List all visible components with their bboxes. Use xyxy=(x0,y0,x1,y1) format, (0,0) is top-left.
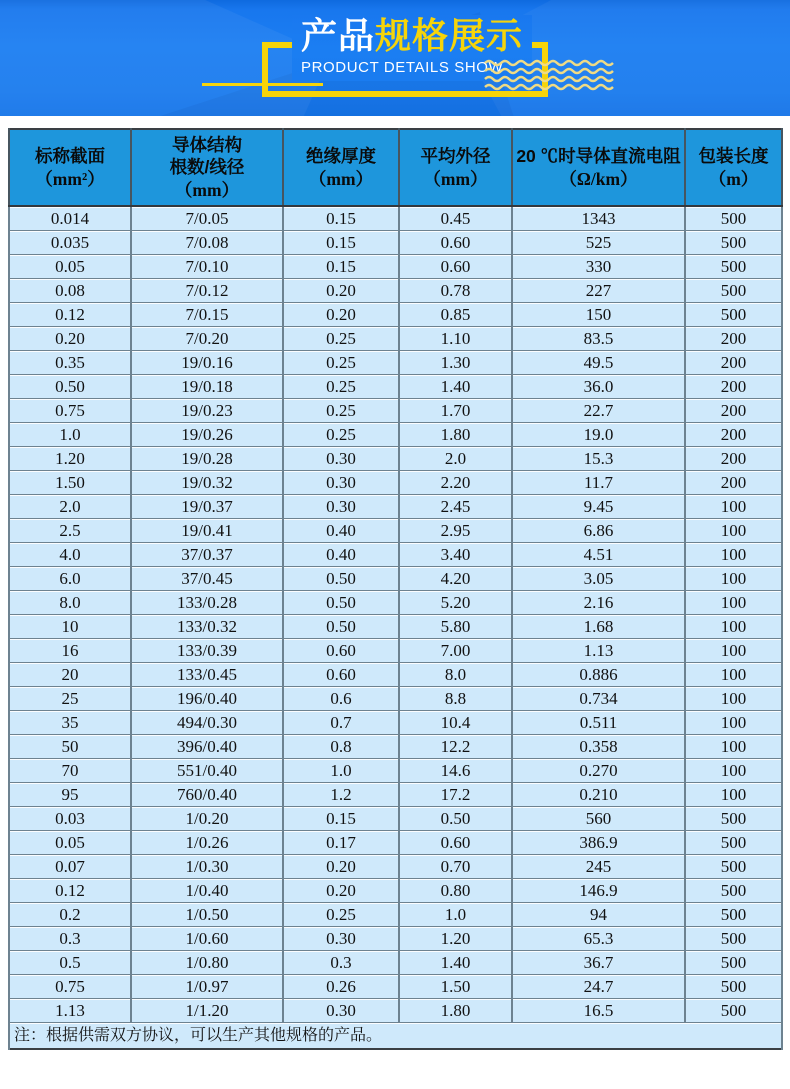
table-row xyxy=(9,447,782,471)
table-cell: 0.12 xyxy=(9,303,131,327)
table-cell: 0.25 xyxy=(283,375,399,399)
table-cell: 0.270 xyxy=(512,759,685,783)
table-row xyxy=(9,351,782,375)
table-cell: 0.3 xyxy=(9,927,131,951)
table-cell: 1/0.40 xyxy=(131,879,283,903)
table-row xyxy=(9,495,782,519)
table-cell: 200 xyxy=(685,327,782,351)
table-cell: 19/0.28 xyxy=(131,447,283,471)
table-cell: 22.7 xyxy=(512,399,685,423)
table-cell: 5.80 xyxy=(399,615,512,639)
table-cell: 1.20 xyxy=(399,927,512,951)
table-row xyxy=(9,591,782,615)
table-row xyxy=(9,855,782,879)
table-row xyxy=(9,423,782,447)
table-cell: 7/0.08 xyxy=(131,231,283,255)
table-cell: 227 xyxy=(512,279,685,303)
table-cell: 0.210 xyxy=(512,783,685,807)
table-cell: 0.40 xyxy=(283,519,399,543)
table-cell: 0.30 xyxy=(283,999,399,1023)
table-row xyxy=(9,231,782,255)
table-cell: 1.0 xyxy=(283,759,399,783)
table-cell: 1.70 xyxy=(399,399,512,423)
table-cell: 0.20 xyxy=(283,279,399,303)
table-cell: 0.45 xyxy=(399,206,512,231)
table-cell: 200 xyxy=(685,351,782,375)
table-cell: 2.20 xyxy=(399,471,512,495)
table-cell: 100 xyxy=(685,567,782,591)
table-row xyxy=(9,951,782,975)
table-cell: 83.5 xyxy=(512,327,685,351)
table-cell: 7/0.20 xyxy=(131,327,283,351)
table-cell: 0.50 xyxy=(283,567,399,591)
table-cell: 0.20 xyxy=(283,303,399,327)
table-cell: 330 xyxy=(512,255,685,279)
table-cell: 25 xyxy=(9,687,131,711)
table-cell: 9.45 xyxy=(512,495,685,519)
table-row xyxy=(9,663,782,687)
table-cell: 100 xyxy=(685,639,782,663)
table-cell: 0.25 xyxy=(283,903,399,927)
table-cell: 0.35 xyxy=(9,351,131,375)
table-row xyxy=(9,711,782,735)
table-row xyxy=(9,975,782,999)
table-cell: 1.30 xyxy=(399,351,512,375)
table-cell: 7/0.10 xyxy=(131,255,283,279)
table-cell: 70 xyxy=(9,759,131,783)
table-cell: 19/0.16 xyxy=(131,351,283,375)
table-cell: 133/0.32 xyxy=(131,615,283,639)
table-cell: 2.0 xyxy=(9,495,131,519)
table-cell: 0.358 xyxy=(512,735,685,759)
table-cell: 19/0.32 xyxy=(131,471,283,495)
table-cell: 0.75 xyxy=(9,399,131,423)
table-row xyxy=(9,327,782,351)
table-cell: 0.60 xyxy=(399,231,512,255)
table-cell: 0.12 xyxy=(9,879,131,903)
table-cell: 100 xyxy=(685,711,782,735)
table-cell: 4.20 xyxy=(399,567,512,591)
table-cell: 100 xyxy=(685,591,782,615)
table-row xyxy=(9,543,782,567)
table-cell: 0.60 xyxy=(283,639,399,663)
table-cell: 0.50 xyxy=(399,807,512,831)
page-title-primary: 产品 xyxy=(301,15,376,56)
table-cell: 1/0.26 xyxy=(131,831,283,855)
table-row xyxy=(9,615,782,639)
table-cell: 19/0.18 xyxy=(131,375,283,399)
table-cell: 1.80 xyxy=(399,423,512,447)
table-cell: 19/0.26 xyxy=(131,423,283,447)
table-cell: 7/0.05 xyxy=(131,206,283,231)
table-row xyxy=(9,927,782,951)
table-row xyxy=(9,303,782,327)
table-cell: 0.60 xyxy=(399,255,512,279)
table-row xyxy=(9,399,782,423)
table-row xyxy=(9,471,782,495)
table-cell: 500 xyxy=(685,903,782,927)
table-cell: 1/0.50 xyxy=(131,903,283,927)
table-cell: 19/0.23 xyxy=(131,399,283,423)
spec-table xyxy=(8,128,783,1050)
wavy-lines-icon xyxy=(483,59,619,93)
table-cell: 133/0.45 xyxy=(131,663,283,687)
table-cell: 500 xyxy=(685,975,782,999)
table-cell: 396/0.40 xyxy=(131,735,283,759)
table-cell: 0.15 xyxy=(283,206,399,231)
table-cell: 1.80 xyxy=(399,999,512,1023)
table-cell: 3.05 xyxy=(512,567,685,591)
table-cell: 7/0.15 xyxy=(131,303,283,327)
table-cell: 100 xyxy=(685,543,782,567)
table-cell: 65.3 xyxy=(512,927,685,951)
table-cell: 200 xyxy=(685,423,782,447)
table-cell: 196/0.40 xyxy=(131,687,283,711)
table-cell: 1.10 xyxy=(399,327,512,351)
table-cell: 1/1.20 xyxy=(131,999,283,1023)
table-cell: 19.0 xyxy=(512,423,685,447)
table-cell: 2.16 xyxy=(512,591,685,615)
table-cell: 551/0.40 xyxy=(131,759,283,783)
page-title xyxy=(301,17,523,56)
table-cell: 1.0 xyxy=(9,423,131,447)
table-cell: 200 xyxy=(685,471,782,495)
table-cell: 100 xyxy=(685,495,782,519)
table-row xyxy=(9,279,782,303)
table-cell: 0.035 xyxy=(9,231,131,255)
table-cell: 0.5 xyxy=(9,951,131,975)
table-cell: 15.3 xyxy=(512,447,685,471)
table-row xyxy=(9,687,782,711)
table-cell: 0.50 xyxy=(9,375,131,399)
spec-table-container xyxy=(8,128,790,1050)
table-cell: 5.20 xyxy=(399,591,512,615)
table-cell: 1.50 xyxy=(9,471,131,495)
table-row xyxy=(9,639,782,663)
table-cell: 0.2 xyxy=(9,903,131,927)
table-cell: 37/0.45 xyxy=(131,567,283,591)
table-cell: 1/0.30 xyxy=(131,855,283,879)
column-header: 平均外径 （mm） xyxy=(399,129,512,206)
table-cell: 8.0 xyxy=(9,591,131,615)
table-cell: 14.6 xyxy=(399,759,512,783)
table-cell: 0.8 xyxy=(283,735,399,759)
table-cell: 100 xyxy=(685,735,782,759)
table-cell: 10 xyxy=(9,615,131,639)
table-cell: 0.15 xyxy=(283,231,399,255)
table-cell: 500 xyxy=(685,807,782,831)
table-cell: 35 xyxy=(9,711,131,735)
table-cell: 500 xyxy=(685,951,782,975)
table-row xyxy=(9,206,782,231)
table-cell: 133/0.28 xyxy=(131,591,283,615)
table-cell: 6.0 xyxy=(9,567,131,591)
table-cell: 0.75 xyxy=(9,975,131,999)
table-cell: 12.2 xyxy=(399,735,512,759)
table-cell: 1/0.97 xyxy=(131,975,283,999)
table-cell: 3.40 xyxy=(399,543,512,567)
table-cell: 1/0.20 xyxy=(131,807,283,831)
table-cell: 0.60 xyxy=(283,663,399,687)
table-row xyxy=(9,519,782,543)
table-cell: 100 xyxy=(685,663,782,687)
table-cell: 100 xyxy=(685,783,782,807)
table-row xyxy=(9,807,782,831)
table-cell: 2.0 xyxy=(399,447,512,471)
table-cell: 0.30 xyxy=(283,447,399,471)
table-cell: 19/0.41 xyxy=(131,519,283,543)
table-cell: 17.2 xyxy=(399,783,512,807)
column-header: 标称截面 （mm²） xyxy=(9,129,131,206)
table-cell: 1.20 xyxy=(9,447,131,471)
table-cell: 1/0.80 xyxy=(131,951,283,975)
table-cell: 0.30 xyxy=(283,927,399,951)
column-header: 导体结构 根数/线径 （mm） xyxy=(131,129,283,206)
table-cell: 133/0.39 xyxy=(131,639,283,663)
table-cell: 4.0 xyxy=(9,543,131,567)
table-cell: 0.26 xyxy=(283,975,399,999)
table-cell: 2.45 xyxy=(399,495,512,519)
table-cell: 386.9 xyxy=(512,831,685,855)
table-cell: 0.511 xyxy=(512,711,685,735)
table-cell: 0.60 xyxy=(399,831,512,855)
column-header: 20 ℃时导体直流电阻 （Ω/km） xyxy=(512,129,685,206)
table-cell: 100 xyxy=(685,687,782,711)
table-row xyxy=(9,567,782,591)
table-row xyxy=(9,375,782,399)
table-cell: 0.08 xyxy=(9,279,131,303)
table-cell: 500 xyxy=(685,279,782,303)
table-cell: 1/0.60 xyxy=(131,927,283,951)
table-cell: 1.68 xyxy=(512,615,685,639)
table-cell: 0.20 xyxy=(283,879,399,903)
table-cell: 7/0.12 xyxy=(131,279,283,303)
table-cell: 0.6 xyxy=(283,687,399,711)
table-cell: 0.25 xyxy=(283,351,399,375)
table-cell: 16.5 xyxy=(512,999,685,1023)
table-cell: 0.70 xyxy=(399,855,512,879)
table-cell: 0.15 xyxy=(283,807,399,831)
column-header: 绝缘厚度 （mm） xyxy=(283,129,399,206)
table-row xyxy=(9,831,782,855)
table-cell: 7.00 xyxy=(399,639,512,663)
table-cell: 94 xyxy=(512,903,685,927)
table-cell: 0.25 xyxy=(283,423,399,447)
table-cell: 100 xyxy=(685,519,782,543)
table-cell: 10.4 xyxy=(399,711,512,735)
table-cell: 8.0 xyxy=(399,663,512,687)
table-cell: 0.30 xyxy=(283,471,399,495)
table-cell: 0.30 xyxy=(283,495,399,519)
table-cell: 0.80 xyxy=(399,879,512,903)
table-row xyxy=(9,735,782,759)
table-cell: 0.734 xyxy=(512,687,685,711)
table-cell: 0.78 xyxy=(399,279,512,303)
table-cell: 0.40 xyxy=(283,543,399,567)
table-cell: 0.05 xyxy=(9,255,131,279)
table-cell: 2.95 xyxy=(399,519,512,543)
table-cell: 1.13 xyxy=(512,639,685,663)
table-cell: 500 xyxy=(685,831,782,855)
table-note: 注：根据供需双方协议，可以生产其他规格的产品。 xyxy=(9,1023,782,1050)
table-cell: 37/0.37 xyxy=(131,543,283,567)
table-cell: 0.50 xyxy=(283,591,399,615)
page-title-secondary: 规格展示 xyxy=(375,15,524,56)
table-cell: 500 xyxy=(685,231,782,255)
table-cell: 525 xyxy=(512,231,685,255)
table-cell: 1.50 xyxy=(399,975,512,999)
table-cell: 6.86 xyxy=(512,519,685,543)
table-cell: 760/0.40 xyxy=(131,783,283,807)
table-cell: 500 xyxy=(685,999,782,1023)
table-cell: 0.05 xyxy=(9,831,131,855)
table-cell: 500 xyxy=(685,303,782,327)
table-cell: 1343 xyxy=(512,206,685,231)
page-subtitle: PRODUCT DETAILS SHOW xyxy=(301,58,504,76)
table-cell: 20 xyxy=(9,663,131,687)
banner xyxy=(0,0,790,116)
table-cell: 0.7 xyxy=(283,711,399,735)
table-cell: 1.13 xyxy=(9,999,131,1023)
title-left-line-decoration xyxy=(202,83,323,86)
table-cell: 0.17 xyxy=(283,831,399,855)
table-cell: 500 xyxy=(685,927,782,951)
table-note-row xyxy=(9,1023,782,1050)
table-cell: 1.0 xyxy=(399,903,512,927)
table-cell: 560 xyxy=(512,807,685,831)
table-row xyxy=(9,999,782,1023)
table-cell: 95 xyxy=(9,783,131,807)
table-cell: 100 xyxy=(685,759,782,783)
table-cell: 0.20 xyxy=(9,327,131,351)
table-cell: 500 xyxy=(685,255,782,279)
table-cell: 24.7 xyxy=(512,975,685,999)
table-cell: 0.03 xyxy=(9,807,131,831)
table-row xyxy=(9,903,782,927)
table-cell: 1.2 xyxy=(283,783,399,807)
table-cell: 494/0.30 xyxy=(131,711,283,735)
column-header: 包装长度 （m） xyxy=(685,129,782,206)
table-cell: 200 xyxy=(685,375,782,399)
table-cell: 2.5 xyxy=(9,519,131,543)
table-cell: 50 xyxy=(9,735,131,759)
table-cell: 36.7 xyxy=(512,951,685,975)
table-cell: 0.15 xyxy=(283,255,399,279)
table-cell: 245 xyxy=(512,855,685,879)
table-cell: 11.7 xyxy=(512,471,685,495)
table-cell: 0.07 xyxy=(9,855,131,879)
table-header-row xyxy=(9,129,782,206)
table-cell: 0.886 xyxy=(512,663,685,687)
table-cell: 500 xyxy=(685,879,782,903)
table-row xyxy=(9,783,782,807)
table-cell: 0.3 xyxy=(283,951,399,975)
table-cell: 100 xyxy=(685,615,782,639)
table-cell: 49.5 xyxy=(512,351,685,375)
table-cell: 1.40 xyxy=(399,951,512,975)
table-cell: 1.40 xyxy=(399,375,512,399)
table-cell: 150 xyxy=(512,303,685,327)
table-row xyxy=(9,879,782,903)
table-cell: 0.50 xyxy=(283,615,399,639)
table-cell: 0.85 xyxy=(399,303,512,327)
table-cell: 0.25 xyxy=(283,327,399,351)
table-cell: 0.25 xyxy=(283,399,399,423)
table-cell: 500 xyxy=(685,206,782,231)
table-cell: 19/0.37 xyxy=(131,495,283,519)
table-cell: 16 xyxy=(9,639,131,663)
table-cell: 200 xyxy=(685,447,782,471)
table-cell: 500 xyxy=(685,855,782,879)
table-row xyxy=(9,759,782,783)
table-cell: 200 xyxy=(685,399,782,423)
table-cell: 8.8 xyxy=(399,687,512,711)
table-cell: 146.9 xyxy=(512,879,685,903)
table-cell: 0.20 xyxy=(283,855,399,879)
table-cell: 0.014 xyxy=(9,206,131,231)
table-cell: 36.0 xyxy=(512,375,685,399)
table-cell: 4.51 xyxy=(512,543,685,567)
table-row xyxy=(9,255,782,279)
